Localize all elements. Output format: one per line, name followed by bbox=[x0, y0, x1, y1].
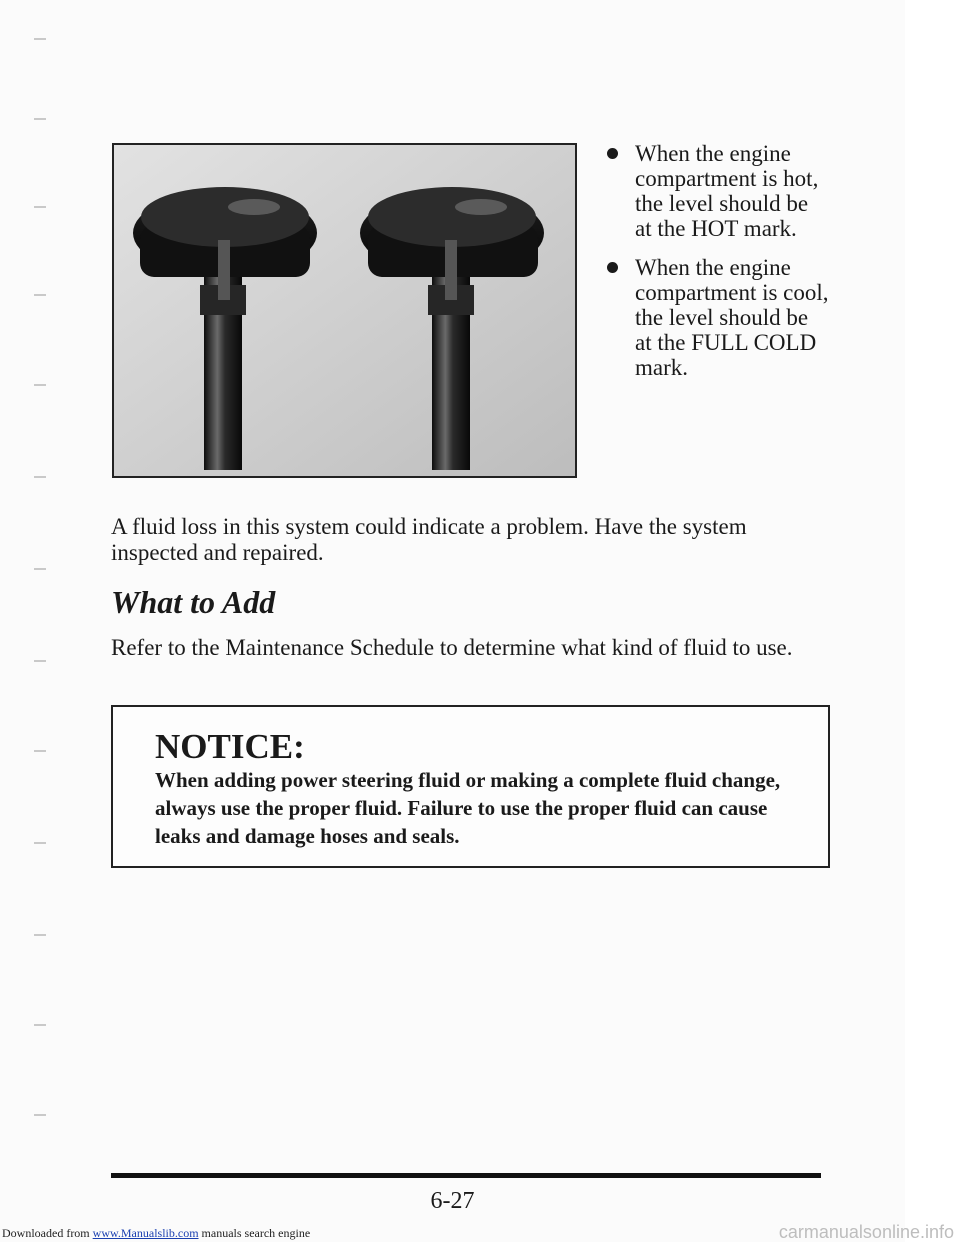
edge-mark bbox=[34, 294, 46, 296]
bullet-item bbox=[600, 141, 830, 241]
what-to-add-paragraph: Refer to the Maintenance Schedule to determine what kind of fluid to use. bbox=[111, 635, 793, 660]
footer-rule bbox=[111, 1173, 821, 1178]
bullet-text: When the engine compartment is cool, the level should be at the FULL COLD mark. bbox=[635, 255, 829, 380]
download-prefix: Downloaded from bbox=[2, 1226, 90, 1240]
notice-box bbox=[111, 705, 830, 868]
edge-mark bbox=[34, 206, 46, 208]
edge-mark bbox=[34, 660, 46, 662]
watermark: carmanualsonline.info bbox=[778, 1222, 954, 1242]
notice-title: NOTICE: bbox=[155, 727, 305, 766]
edge-mark bbox=[34, 750, 46, 752]
edge-mark bbox=[34, 476, 46, 478]
edge-mark bbox=[34, 1114, 46, 1116]
edge-mark bbox=[34, 1024, 46, 1026]
bullet-item bbox=[600, 255, 830, 380]
notice-text: When adding power steering fluid or making a complete fluid change, always use the proper fluid. Failure to use the proper fluid can cause leaks and damage hoses and seals. bbox=[155, 768, 781, 848]
download-note bbox=[2, 1226, 310, 1241]
bullet-text: When the engine compartment is hot, the level should be at the HOT mark. bbox=[635, 141, 819, 241]
download-suffix: manuals search engine bbox=[201, 1226, 311, 1240]
edge-mark bbox=[34, 842, 46, 844]
fluid-level-bullets bbox=[600, 141, 830, 394]
edge-mark bbox=[34, 384, 46, 386]
dipstick-caps-illustration bbox=[114, 145, 575, 476]
edge-mark bbox=[34, 568, 46, 570]
manualslib-link[interactable]: www.Manualslib.com bbox=[92, 1226, 199, 1240]
bullet-dot-icon bbox=[607, 148, 618, 159]
section-heading: What to Add bbox=[111, 584, 276, 620]
bullet-dot-icon bbox=[607, 262, 618, 273]
edge-mark bbox=[34, 934, 46, 936]
dipstick-caps-photo bbox=[112, 143, 577, 478]
edge-mark bbox=[34, 118, 46, 120]
page-number: 6-27 bbox=[430, 1188, 475, 1214]
fluid-loss-paragraph: A fluid loss in this system could indicate a problem. Have the system inspected and repaired. bbox=[111, 514, 747, 565]
edge-mark bbox=[34, 38, 46, 40]
